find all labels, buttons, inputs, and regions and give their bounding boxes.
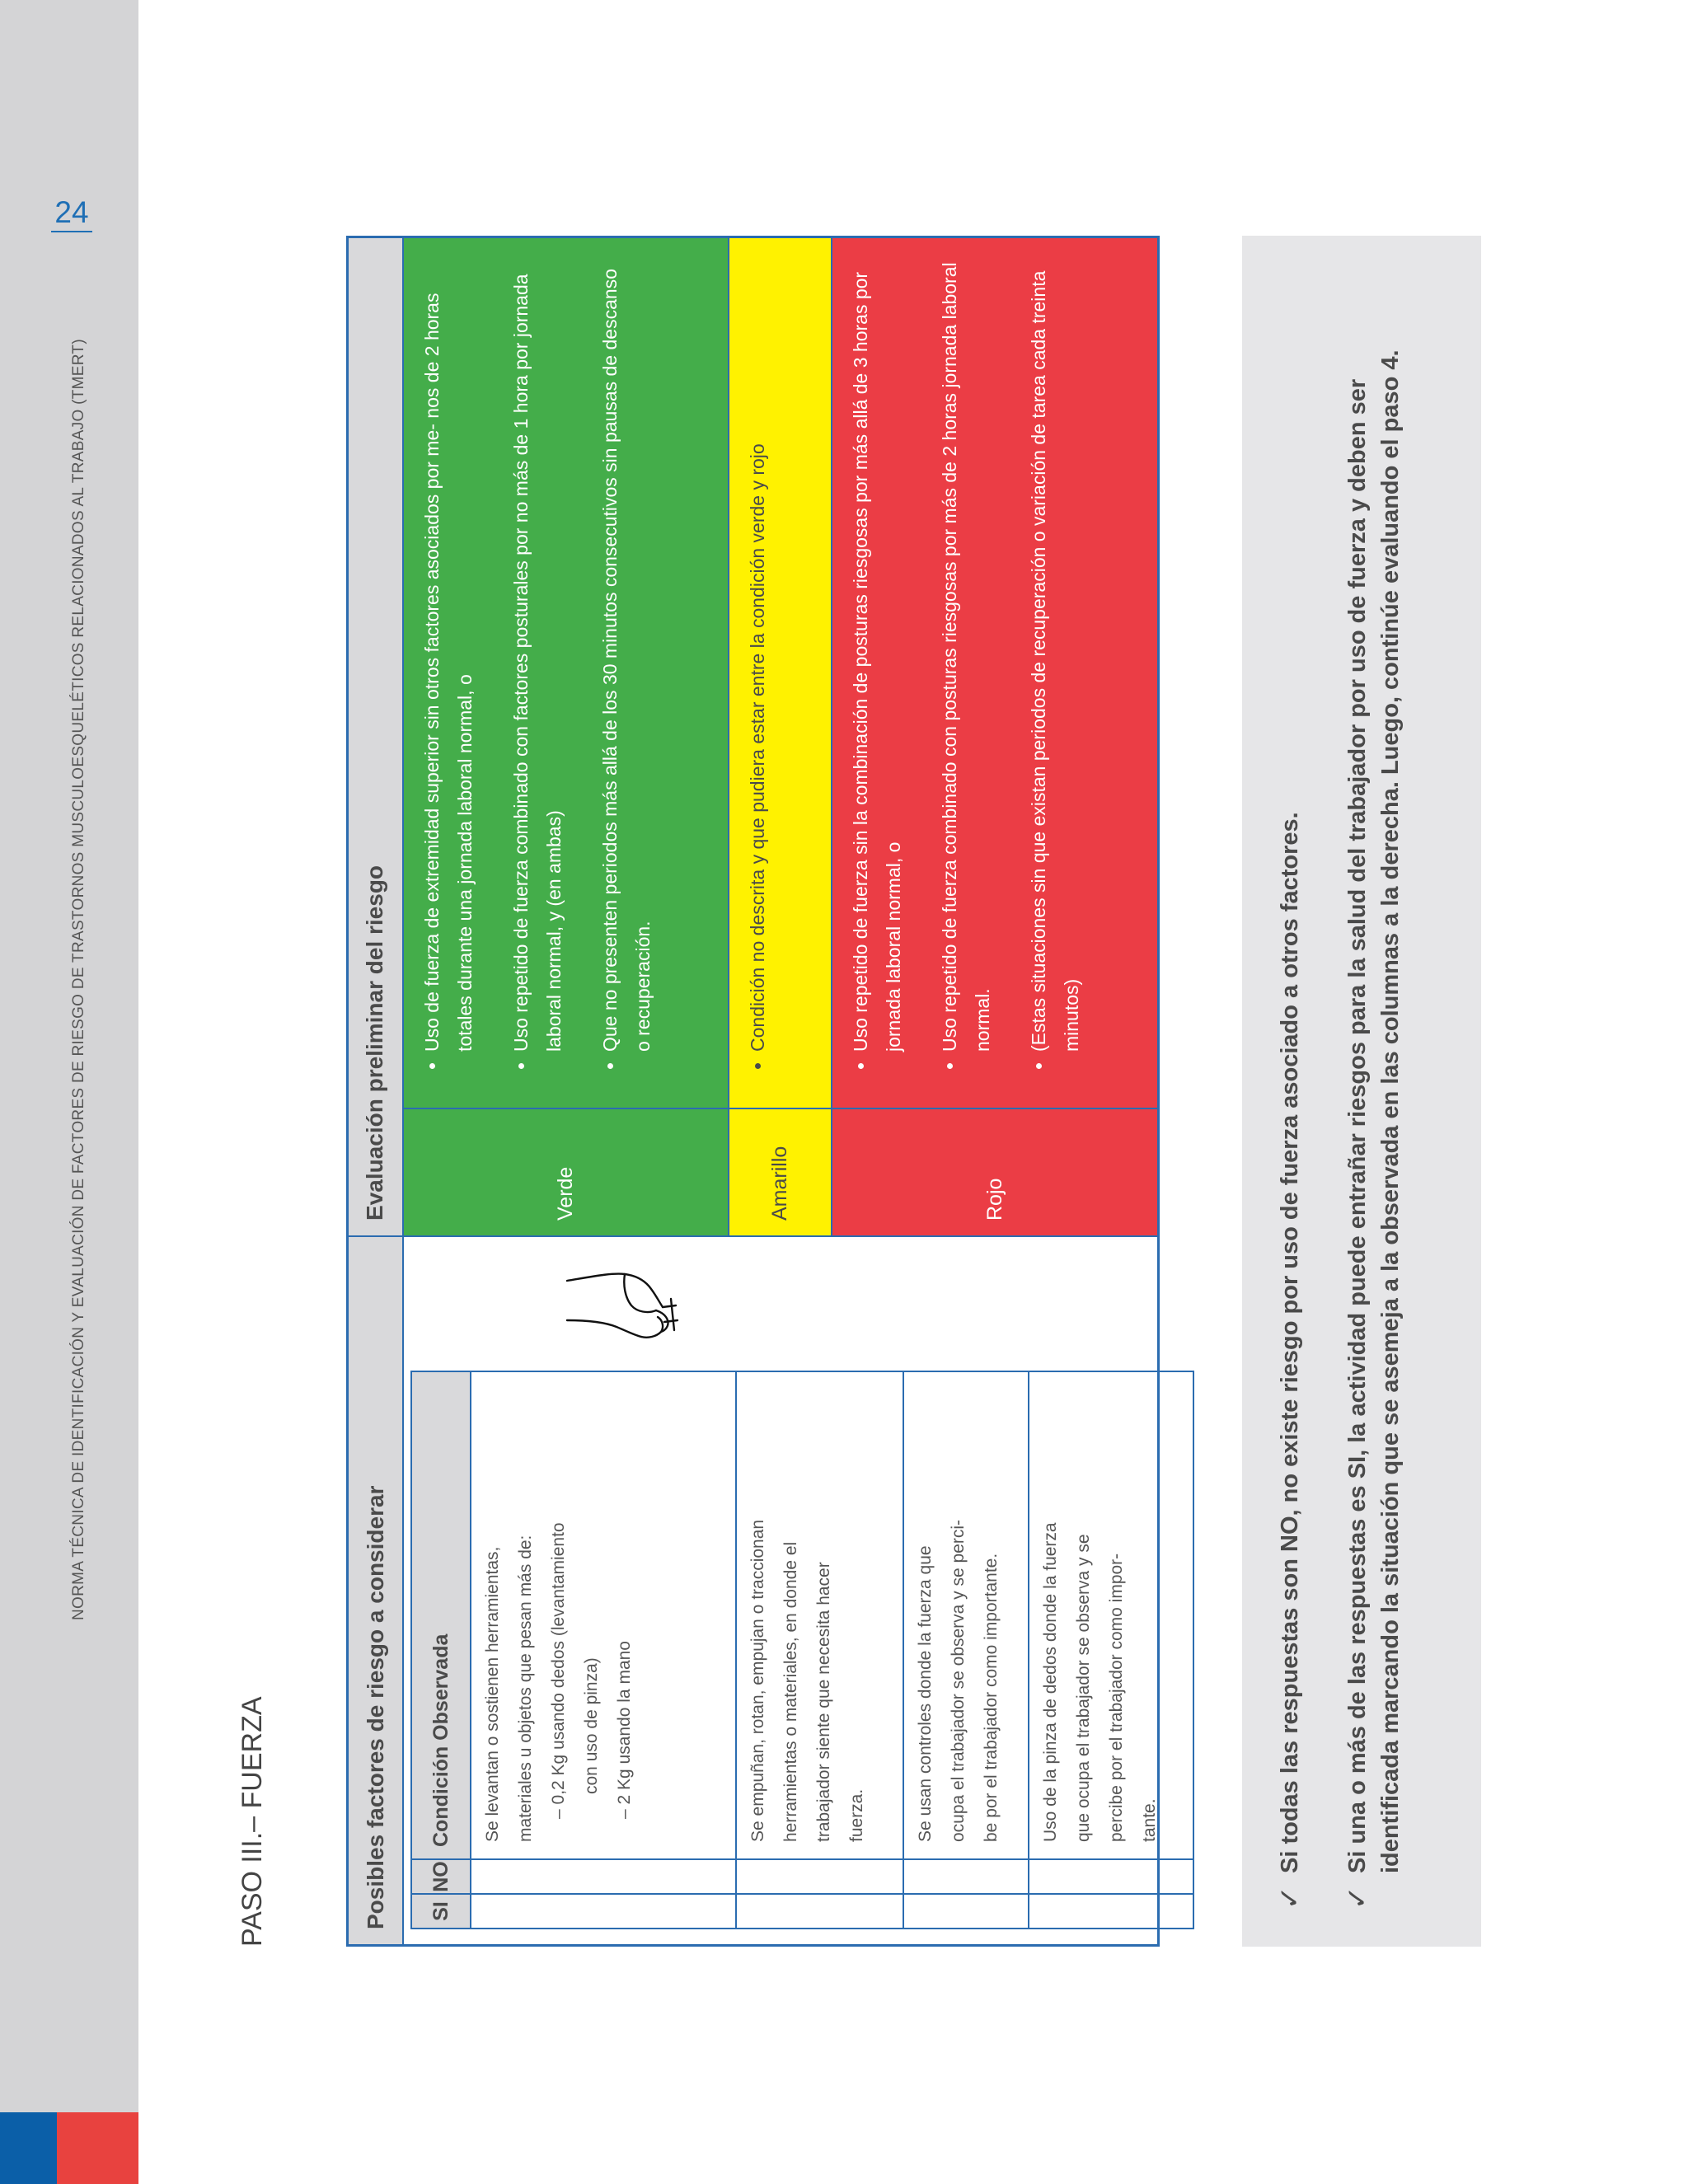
table-row [471,1371,736,1929]
level-criteria [404,238,728,1108]
level-criteria [832,238,1157,1108]
condition-line: Se empuñan, rotan, empujan o traccionan [748,1519,767,1842]
condition-text [1029,1371,1193,1859]
col-condition-header: Condición Observada [411,1371,471,1859]
criterion-item: • Uso repetido de fuerza sin la combinación de posturas riesgosas por más allá de 3 horas por jornada laboral normal, o [844,255,910,1052]
checkmark-icon: ✓ [1274,1886,1306,1910]
criterion-item: • Uso repetido de fuerza combinado con factores posturales por no más de 1 hora por jornada laboral normal, y (en ambas) [504,255,570,1052]
condition-line: be por el trabajador como importante. [982,1553,1001,1842]
criterion-note: • (Estas situaciones sin que existan periodos de recuperación o variación de tarea cada treinta minutos) [1022,255,1088,1052]
condition-line: ocupa el trabajador se observa y se perci- [949,1519,968,1842]
checkbox-si-4[interactable] [1029,1894,1193,1929]
level-label-green: Verde [404,1108,728,1235]
checkbox-no-4[interactable] [1029,1859,1193,1894]
flag-blue-block [0,2112,57,2184]
running-header [67,302,91,1620]
table-row [903,1371,1029,1929]
level-label-red: Rojo [832,1108,1157,1235]
criterion-item: • Que no presenten periodos más allá de los 30 minutos consecutivos sin pausas de descanso o recuperación. [593,255,659,1052]
evaluation-panel [349,238,1157,1235]
level-yellow [729,238,833,1235]
condition-line: trabajador siente que necesita hacer [814,1562,833,1842]
checklist-header-row [411,1371,471,1929]
criterion-item: • Condición no descrita y que pudiera estar entre la condición verde y rojo [741,255,774,1052]
instruction-text: Si todas las respuestas son NO, no existe riesgo por uso de fuerza asociado a otros factores. [1277,812,1303,1873]
checkbox-si-3[interactable] [903,1894,1029,1929]
table-row [736,1371,903,1929]
page-number: 24 [51,194,92,232]
checkbox-si-2[interactable] [736,1894,903,1929]
level-label-yellow: Amarillo [729,1108,832,1235]
level-green [404,238,729,1235]
level-red [832,238,1157,1235]
criterion-item: • Uso de fuerza de extremidad superior sin otros factores asociados por me- nos de 2 horas totales durante una jornada laboral normal, o [415,255,481,1052]
condition-line: Uso de la pinza de dedos donde la fuerza [1041,1522,1060,1842]
condition-line: tante. [1140,1798,1159,1842]
condition-text [736,1371,903,1859]
checkbox-no-1[interactable] [471,1859,736,1894]
evaluation-heading: Evaluación preliminar del riesgo [349,238,404,1235]
instruction-item [1341,285,1407,1910]
running-header-text: NORMA TÉCNICA DE IDENTIFICACIÓN Y EVALUACIÓN DE FACTORES DE RIESGO DE TRASTORNOS MUSCULOESQUELÉTICOS RELACIONADOS AL TRABAJO (TMERT) [70,339,87,1620]
condition-line: herramientas o materiales, en donde el [781,1541,800,1842]
assessment-table-area [346,236,1160,1947]
criterion-item: • Uso repetido de fuerza combinado con posturas riesgosas por más de 2 horas jornada laboral normal. [933,255,999,1052]
condition-line: con uso de pinza) [582,1657,601,1794]
checkmark-icon: ✓ [1342,1886,1373,1910]
factors-panel [349,1235,1157,1944]
checkbox-si-1[interactable] [471,1894,736,1929]
checkbox-no-2[interactable] [736,1859,903,1894]
condition-line: Se usan controles donde la fuerza que [916,1545,935,1842]
condition-text [471,1371,736,1859]
instructions-box [1242,236,1481,1947]
flag-red-block [57,2112,138,2184]
factors-heading: Posibles factores de riesgo a considerar [349,1237,404,1944]
condition-line: – 2 Kg usando la mano [615,1641,634,1819]
checklist-table [410,1371,1194,1929]
section-title: PASO III.– FUERZA [237,1696,268,1947]
condition-line: – 0,2 Kg usando dedos (levantamiento [549,1522,568,1819]
section-heading [232,1617,273,1947]
instruction-item [1273,285,1306,1910]
condition-line: materiales u objetos que pesan más de: [516,1535,535,1842]
instructions-box-area [1242,236,1481,1947]
instruction-text: Si una o más de las respuestas es SI, la actividad puede entrañar riesgos para la salud del trabajador por uso de fuerza y deben ser identificada marcando la situación que se asemeja a la observada en las columnas a la derecha. Luego, continúe evaluando el paso 4. [1344,349,1404,1873]
col-no-header: NO [411,1859,471,1894]
assessment-table [346,236,1160,1947]
condition-line: que ocupa el trabajador se observa y se [1074,1534,1093,1842]
col-si-header: SI [411,1894,471,1929]
checkbox-no-3[interactable] [903,1859,1029,1894]
condition-line: percibe por el trabajador como impor- [1107,1553,1126,1842]
condition-line: Se levantan o sostienen herramientas, [483,1546,502,1842]
table-row [1029,1371,1193,1929]
pinch-grip-hand-icon [538,1244,703,1367]
checklist [410,1371,1159,1929]
level-criteria [729,238,832,1108]
condition-line: fuerza. [847,1788,866,1842]
condition-text [903,1371,1029,1859]
